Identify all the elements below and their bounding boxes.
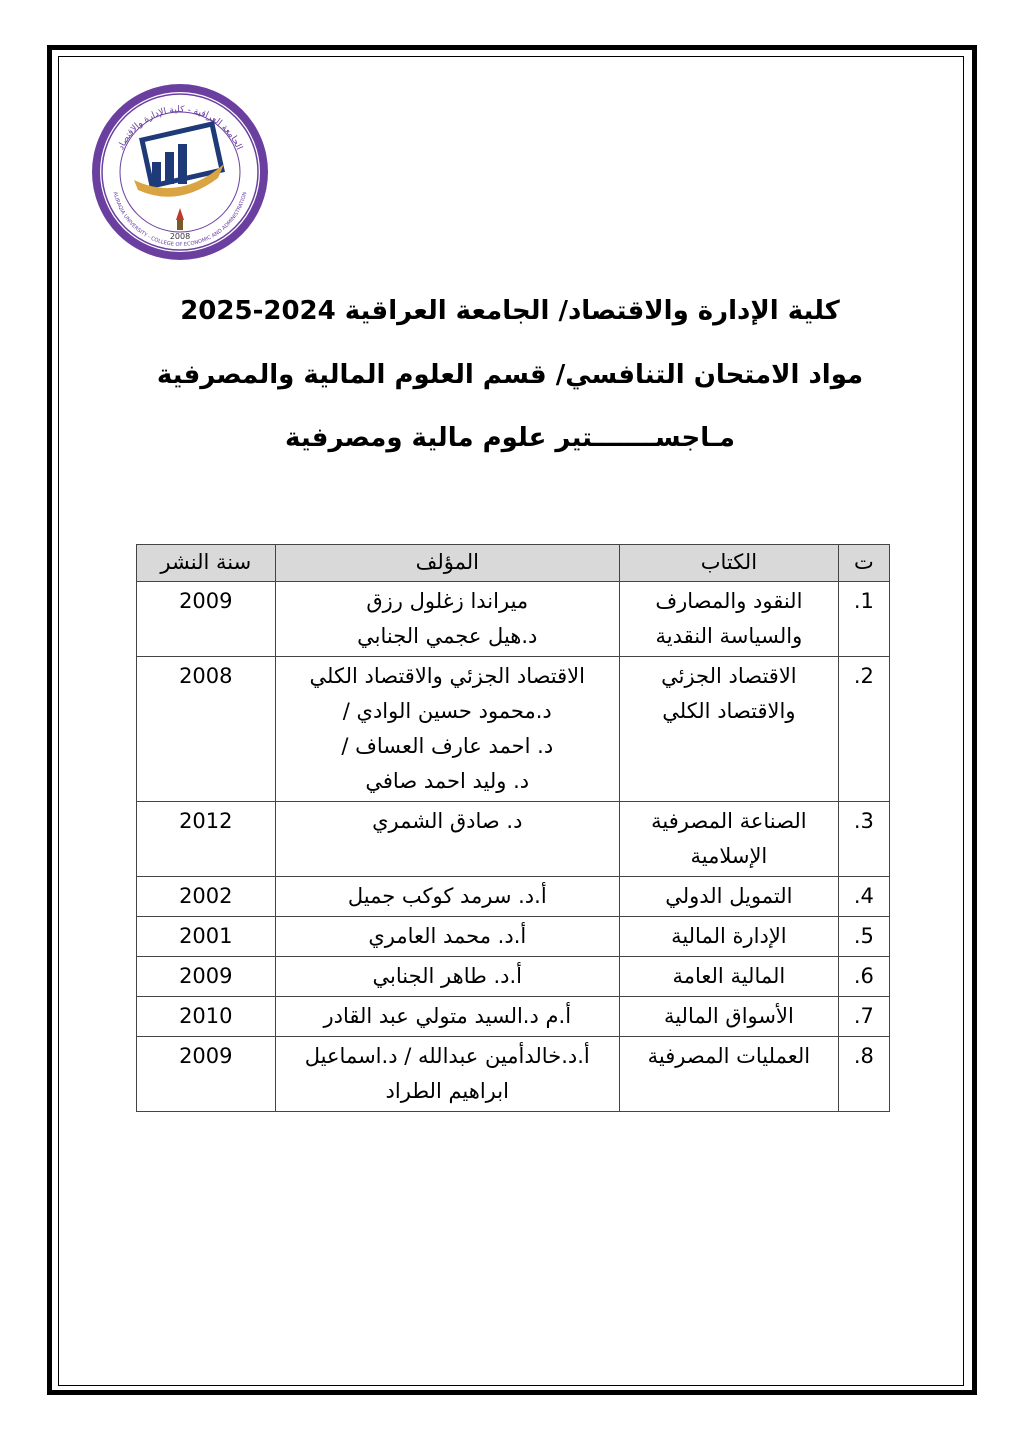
publication-year: 2009 [137,1037,276,1112]
author-line: د.هيل عجمي الجنابي [357,624,538,648]
author-line: أ.م د.السيد متولي عبد القادر [323,1004,572,1028]
author-line: د.محمود حسين الوادي / [342,699,552,723]
book-title-line: الأسواق المالية [663,1004,794,1028]
publication-year: 2010 [137,997,276,1037]
logo-bar [165,152,174,184]
author-line: ابراهيم الطراد [385,1079,509,1103]
book-title-line: المالية العامة [672,964,786,988]
book-title-cell [619,997,838,1037]
table-row [137,957,890,997]
publication-year: 2009 [137,957,276,997]
book-title-line: والسياسة النقدية [655,624,803,648]
author-cell [275,802,619,877]
logo-ring-text-top: الجامعة العراقية - كلية الإدارة والاقتصاد [116,104,244,152]
row-number: 5. [838,917,889,957]
table-row [137,877,890,917]
table-row [137,657,890,802]
author-cell [275,582,619,657]
books-table [136,544,890,1112]
university-logo [90,82,270,262]
publication-year: 2001 [137,917,276,957]
book-title-line: العمليات المصرفية [647,1044,811,1068]
logo-ring-text-bottom: ALIRAQIA UNIVERSITY - COLLEGE OF ECONOMIC AND ADMINISTRATION [111,191,249,249]
author-line: د. وليد احمد صافي [365,769,530,793]
logo-year: 2008 [169,232,191,241]
header-college-title: كلية الإدارة والاقتصاد/ الجامعة العراقية 2024-2025 [180,296,840,326]
book-title-cell [619,1037,838,1112]
book-title-line: التمويل الدولي [665,884,793,908]
publication-year: 2009 [137,582,276,657]
book-title-cell [619,802,838,877]
author-cell [275,1037,619,1112]
header-year: سنة النشر [137,545,276,582]
row-number: 4. [838,877,889,917]
table-row [137,1037,890,1112]
row-number: 7. [838,997,889,1037]
book-title-line: الإسلامية [690,844,768,868]
table-header-row [137,545,890,582]
row-number: 1. [838,582,889,657]
book-title-cell [619,917,838,957]
book-title-cell [619,657,838,802]
row-number: 6. [838,957,889,997]
row-number: 3. [838,802,889,877]
author-line: د. احمد عارف العساف / [341,734,554,758]
book-title-line: والاقتصاد الكلي [662,699,796,723]
header-author: المؤلف [275,545,619,582]
table-row [137,582,890,657]
author-cell [275,957,619,997]
publication-year: 2008 [137,657,276,802]
header-book: الكتاب [619,545,838,582]
author-cell [275,877,619,917]
book-title-cell [619,877,838,917]
header-exam-subjects: مواد الامتحان التنافسي/ قسم العلوم المالية والمصرفية [156,360,864,390]
author-cell [275,997,619,1037]
book-title-line: الصناعة المصرفية [651,809,807,833]
book-title-line: الإدارة المالية [671,924,787,948]
header-program: مـاجســـــــتير علوم مالية ومصرفية [285,423,735,453]
author-line: أ.د. طاهر الجنابي [372,964,523,988]
table-row [137,997,890,1037]
row-number: 2. [838,657,889,802]
author-line: أ.د.خالدأمين عبدالله / د.اسماعيل [304,1044,590,1068]
header-num: ت [838,545,889,582]
row-number: 8. [838,1037,889,1112]
author-line: أ.د. محمد العامري [368,924,527,948]
author-line: د. صادق الشمري [372,809,523,833]
table-row [137,802,890,877]
logo-bar [178,144,187,184]
publication-year: 2012 [137,802,276,877]
book-title-line: الاقتصاد الجزئي [661,664,797,688]
book-title-line: النقود والمصارف [655,589,803,613]
author-line: ميراندا زغلول رزق [366,589,529,613]
author-cell [275,917,619,957]
author-line: الاقتصاد الجزئي والاقتصاد الكلي [309,664,585,688]
publication-year: 2002 [137,877,276,917]
logo-bar [152,162,161,184]
table-row [137,917,890,957]
book-title-cell [619,582,838,657]
author-line: أ.د. سرمد كوكب جميل [347,884,547,908]
author-cell [275,657,619,802]
book-title-cell [619,957,838,997]
